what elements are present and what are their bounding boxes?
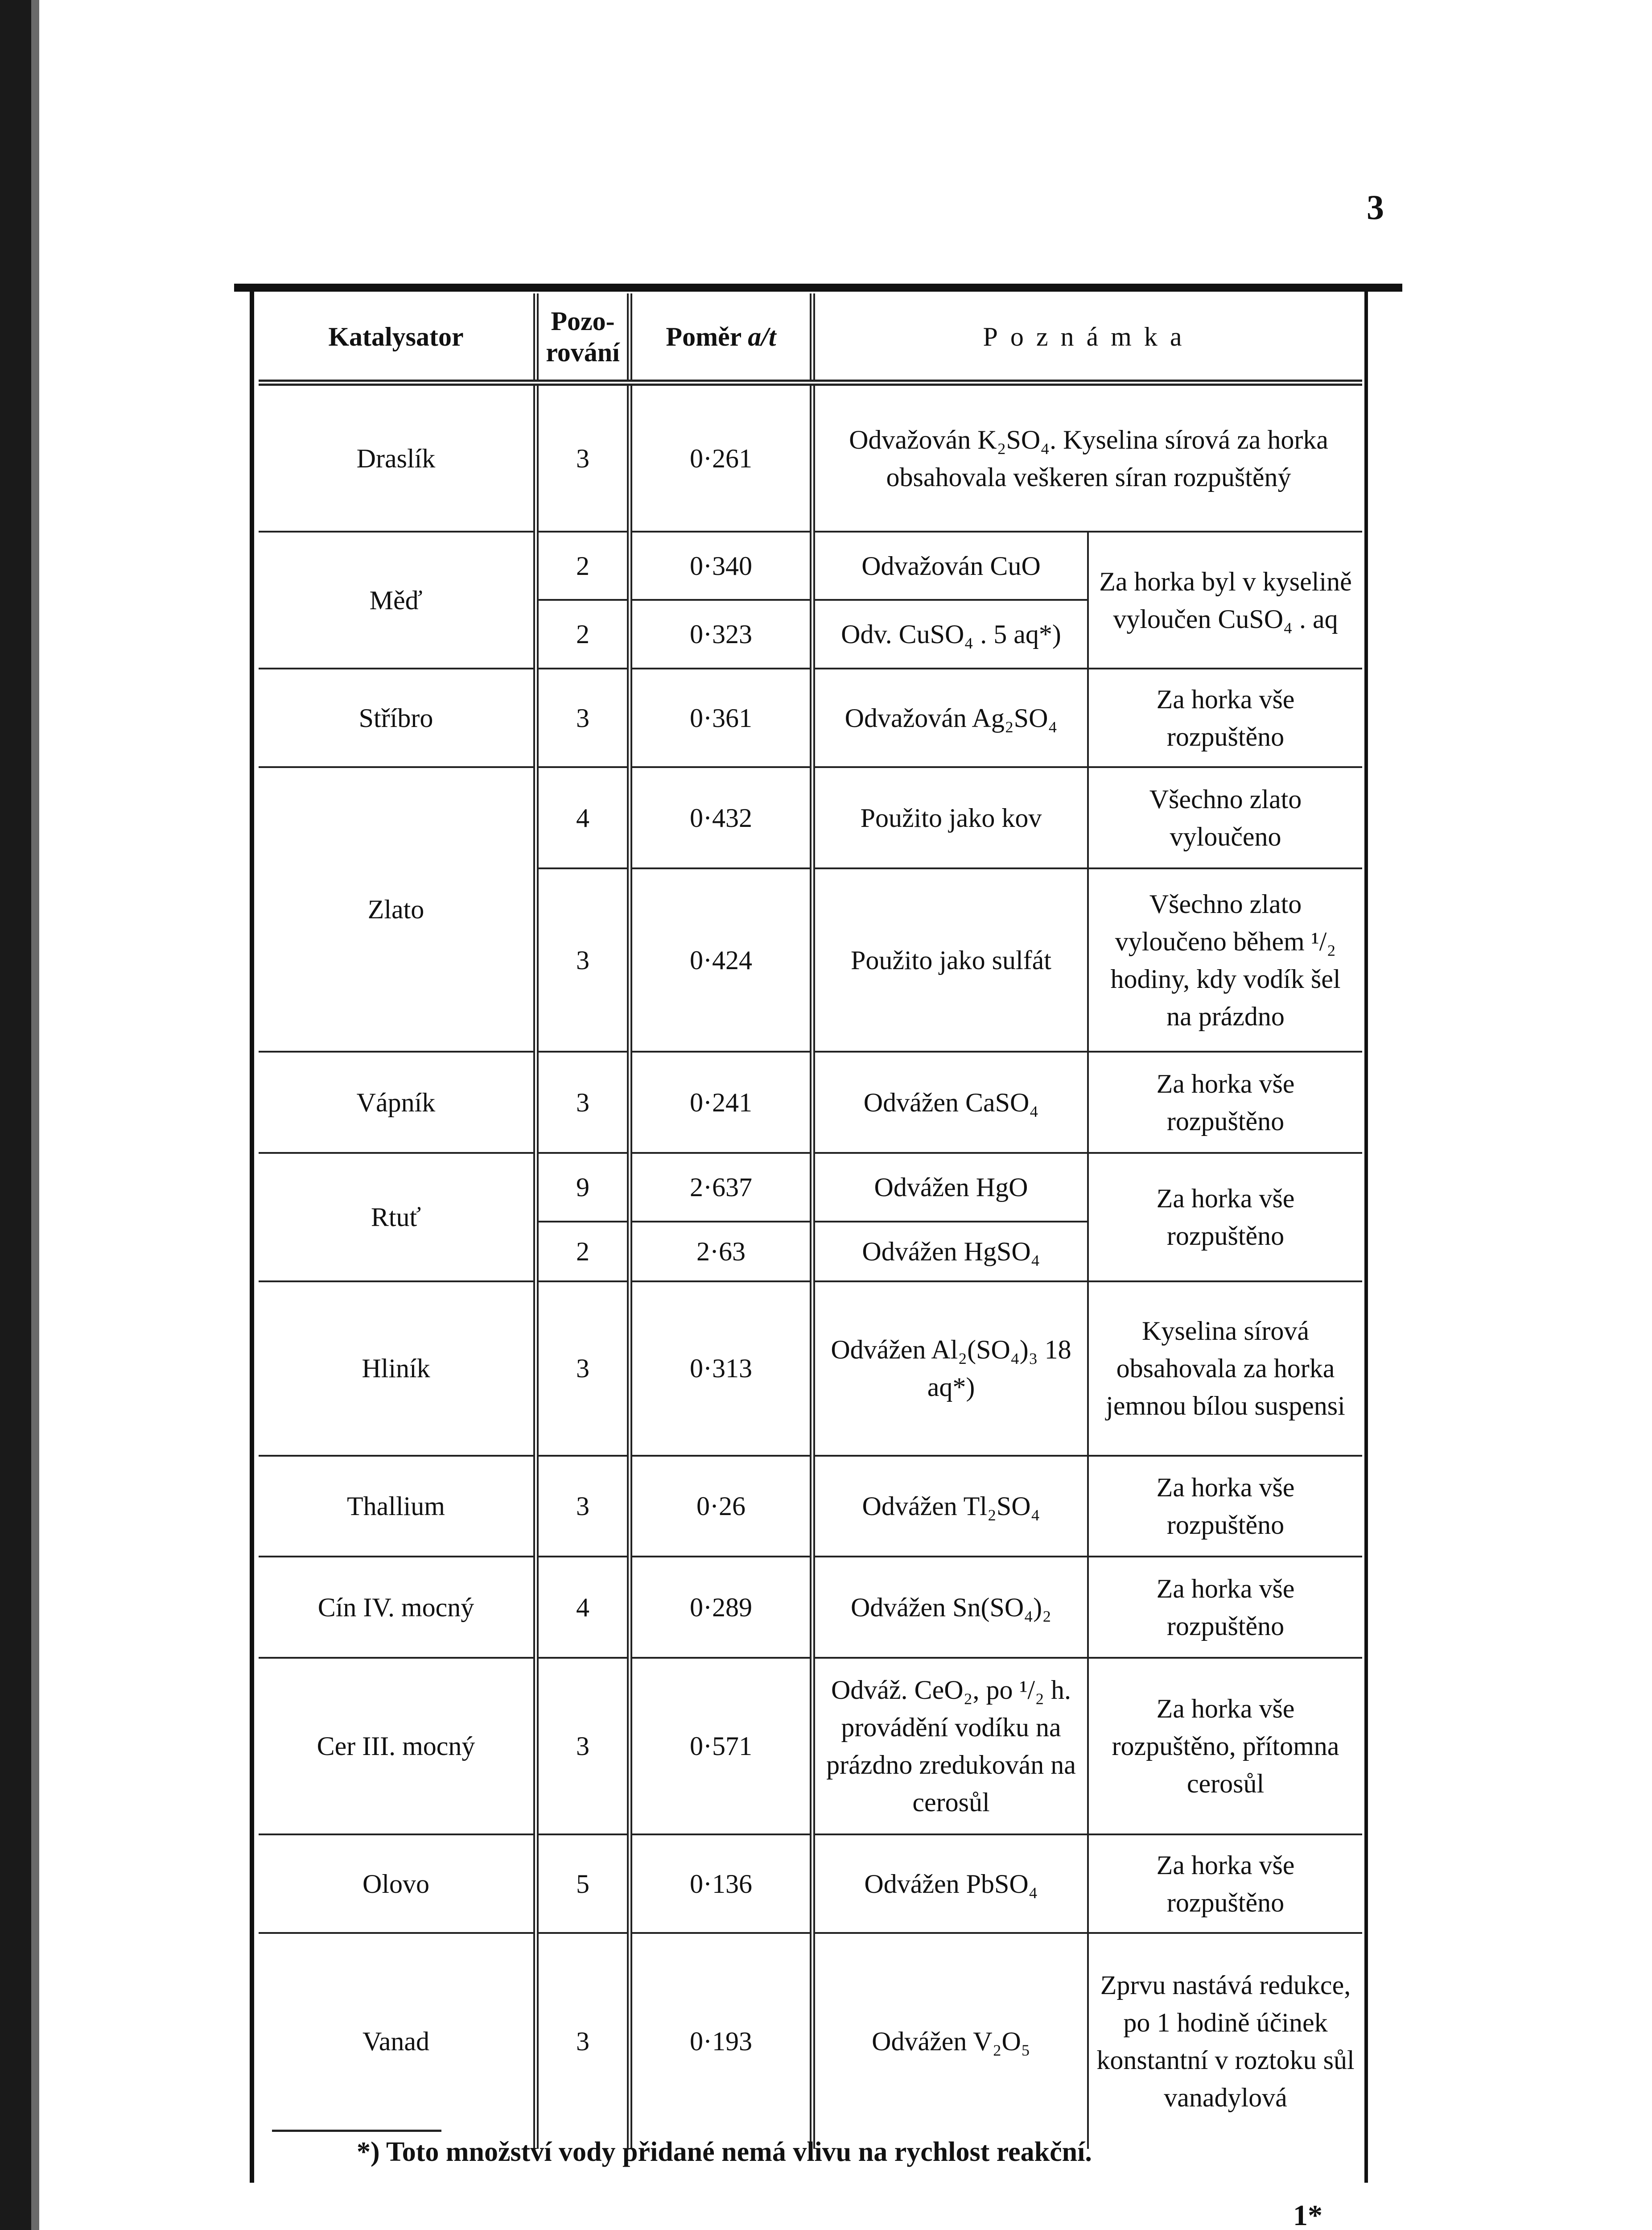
catalyst-table [259,293,1362,2149]
book-binding [0,0,31,2230]
signature-mark: 1* [1293,2199,1322,2230]
catalyst-cell: Thallium [259,1456,536,1557]
remark-cell: Odvážen Sn(SO₄)₂ [812,1557,1088,1657]
remark-cell: Použito jako sulfát [812,868,1088,1052]
observations-cell: 3 [536,669,630,767]
remark-cell: Odváž. CeO₂, po ¹/₂ h. provádění vodíku na prázdno zredukován na cerosůl [812,1658,1088,1834]
footnote: *) Toto množství vody přidané nemá vlivu na rychlost reakční. [357,2137,1092,2167]
ratio-cell: 2·637 [630,1153,812,1222]
table-left-border [250,292,254,2183]
table-row [259,1456,1362,1557]
table-row [259,1557,1362,1657]
header-ratio [630,293,812,383]
header-note: Poznámka [812,293,1362,383]
ratio-cell: 0·26 [630,1456,812,1557]
note-cell: Za horka vše rozpuštěno [1088,1052,1362,1152]
observations-cell: 5 [536,1834,630,1933]
catalyst-cell: Hliník [259,1281,536,1456]
observations-cell: 2 [536,532,630,599]
ratio-cell: 0·289 [630,1557,812,1657]
note-cell: Za horka vše rozpuštěno [1088,1456,1362,1557]
ratio-cell: 0·136 [630,1834,812,1933]
note-cell: Všechno zlato vyloučeno během ¹/₂ hodiny, kdy vodík šel na prázdno [1088,868,1362,1052]
table-right-border [1364,292,1368,2183]
page-number: 3 [1367,188,1384,227]
catalyst-cell: Vápník [259,1052,536,1152]
header-observations [536,293,630,383]
remark-cell: Odvážen PbSO₄ [812,1834,1088,1933]
header-observations-line1: Pozo- [551,306,615,336]
header-ratio-var: a/t [748,322,776,351]
remark-cell: Odvažován Ag₂SO₄ [812,669,1088,767]
table-row [259,1658,1362,1834]
catalyst-cell: Zlato [259,767,536,1052]
ratio-cell: 0·424 [630,868,812,1052]
observations-cell: 4 [536,767,630,868]
table-row [259,1281,1362,1456]
observations-cell: 3 [536,1281,630,1456]
ratio-cell: 0·361 [630,669,812,767]
remark-cell: Odvážen Al₂(SO₄)₃ 18 aq*) [812,1281,1088,1456]
note-cell: Za horka vše rozpuštěno [1088,1153,1362,1281]
observations-cell: 3 [536,383,630,532]
table-row [259,1052,1362,1152]
note-cell: Za horka vše rozpuštěno [1088,669,1362,767]
observations-cell: 3 [536,1456,630,1557]
catalyst-cell: Olovo [259,1834,536,1933]
note-cell: Za horka vše rozpuštěno [1088,1557,1362,1657]
ratio-cell: 0·340 [630,532,812,599]
note-cell: Za horka vše rozpuštěno, přítomna cerosůl [1088,1658,1362,1834]
table-row [259,383,1362,532]
remark-cell: Odv. CuSO₄ . 5 aq*) [812,600,1088,669]
table-row [259,1153,1362,1222]
remark-cell: Odvážen V₂O₅ [812,1933,1088,2149]
catalyst-cell: Stříbro [259,669,536,767]
observations-cell: 3 [536,1052,630,1152]
ratio-cell: 2·63 [630,1222,812,1281]
remark-cell: Odvážen Tl₂SO₄ [812,1456,1088,1557]
catalyst-cell: Draslík [259,383,536,532]
catalyst-cell: Cín IV. mocný [259,1557,536,1657]
observations-cell: 2 [536,1222,630,1281]
remark-cell: Odvážen CaSO₄ [812,1052,1088,1152]
note-cell: Zprvu nastává redukce, po 1 hodině účinek konstantní v roztoku sůl vanadylová [1088,1933,1362,2149]
table-row [259,767,1362,868]
note-cell: Všechno zlato vyloučeno [1088,767,1362,868]
header-row [259,293,1362,383]
catalyst-cell: Rtuť [259,1153,536,1281]
ratio-cell: 0·313 [630,1281,812,1456]
ratio-cell: 0·432 [630,767,812,868]
observations-cell: 4 [536,1557,630,1657]
header-catalyst: Katalysator [259,293,536,383]
observations-cell: 9 [536,1153,630,1222]
observations-cell: 3 [536,868,630,1052]
catalyst-cell: Vanad [259,1933,536,2149]
observations-cell: 3 [536,1933,630,2149]
table-top-rule [234,284,1402,292]
note-cell: Za horka vše rozpuštěno [1088,1834,1362,1933]
catalyst-cell: Cer III. mocný [259,1658,536,1834]
footnote-rule [272,2130,441,2132]
remark-cell: Odvažován K₂SO₄. Kyselina sírová za horka obsahovala veškeren síran rozpuštěný [812,383,1362,532]
ratio-cell: 0·323 [630,600,812,669]
ratio-cell: 0·241 [630,1052,812,1152]
observations-cell: 3 [536,1658,630,1834]
catalyst-cell: Měď [259,532,536,669]
header-observations-line2: rování [546,337,620,367]
observations-cell: 2 [536,600,630,669]
note-cell: Za horka byl v kyselině vyloučen CuSO₄ . aq [1088,532,1362,669]
remark-cell: Odvažován CuO [812,532,1088,599]
table-row [259,669,1362,767]
table-row [259,532,1362,599]
ratio-cell: 0·571 [630,1658,812,1834]
ratio-cell: 0·261 [630,383,812,532]
table-row [259,1834,1362,1933]
note-cell: Kyselina sírová obsahovala za horka jemnou bílou suspensi [1088,1281,1362,1456]
remark-cell: Odvážen HgSO₄ [812,1222,1088,1281]
remark-cell: Použito jako kov [812,767,1088,868]
header-ratio-prefix: Poměr [666,322,742,351]
ratio-cell: 0·193 [630,1933,812,2149]
table-row [259,1933,1362,2149]
remark-cell: Odvážen HgO [812,1153,1088,1222]
binding-edge [31,0,39,2230]
